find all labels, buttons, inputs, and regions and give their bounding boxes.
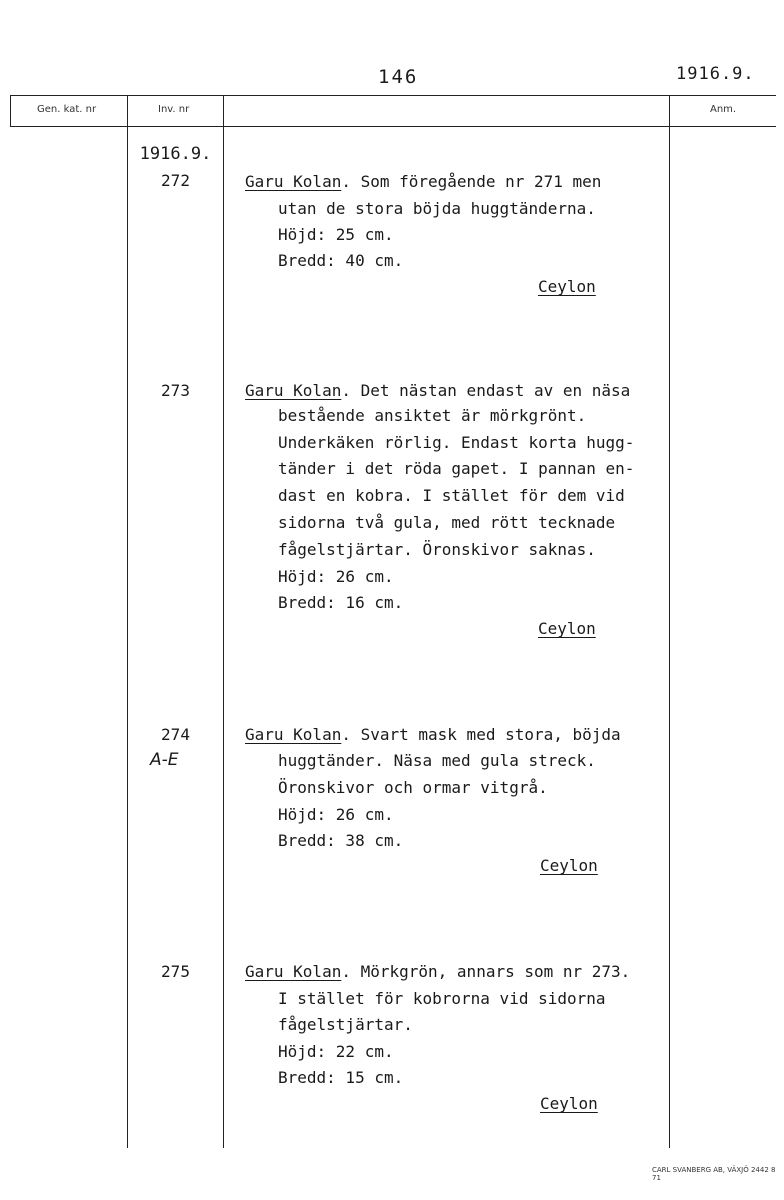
entry-title: [245, 172, 601, 191]
entry-title: [245, 381, 630, 400]
column-header-anm: Anm.: [710, 104, 737, 115]
height-line: Höjd: 26 cm.: [278, 805, 394, 824]
handwritten-date: 1916.9.: [139, 144, 212, 164]
inv-number: 273: [161, 381, 190, 400]
header-bottom-rule: [10, 126, 776, 127]
description-start: . Mörkgrön, annars som nr 273.: [341, 962, 631, 981]
width-line: Bredd: 38 cm.: [278, 831, 404, 850]
object-name: Garu Kolan: [245, 381, 342, 400]
description-start: . Svart mask med stora, böjda: [341, 725, 621, 744]
object-name: Garu Kolan: [245, 962, 342, 981]
description-start: . Som föregående nr 271 men: [341, 172, 602, 191]
width-line: Bredd: 16 cm.: [278, 593, 404, 612]
description-line: fågelstjärtar. Öronskivor saknas.: [278, 540, 596, 559]
column-divider-2: [223, 95, 224, 1148]
printer-mark: CARL SVANBERG AB, VÄXJÖ 2442 8 71: [652, 1166, 776, 1182]
description-line: fågelstjärtar.: [278, 1015, 413, 1034]
description-line: bestående ansiktet är mörkgrönt.: [278, 406, 587, 425]
description-line: tänder i det röda gapet. I pannan en-: [278, 459, 635, 478]
entry-title: [245, 962, 630, 981]
description-line: Öronskivor och ormar vitgrå.: [278, 778, 548, 797]
description-line: I stället för kobrorna vid sidorna: [278, 989, 606, 1008]
entry-title: [245, 725, 621, 744]
height-line: Höjd: 26 cm.: [278, 567, 394, 586]
description-line: sidorna två gula, med rött tecknade: [278, 513, 616, 532]
height-line: Höjd: 25 cm.: [278, 225, 394, 244]
column-header-gen-kat-nr: Gen. kat. nr: [37, 104, 97, 115]
origin: Ceylon: [538, 277, 596, 296]
height-line: Höjd: 22 cm.: [278, 1042, 394, 1061]
header-top-rule: [10, 95, 776, 96]
object-name: Garu Kolan: [245, 172, 342, 191]
left-border: [10, 95, 11, 127]
description-line: huggtänder. Näsa med gula streck.: [278, 751, 596, 770]
corner-date: 1916.9.: [676, 64, 755, 84]
inv-subrange: A-E: [150, 750, 179, 770]
origin: Ceylon: [540, 1094, 598, 1113]
description-start: . Det nästan endast av en näsa: [341, 381, 631, 400]
column-header-inv-nr: Inv. nr: [158, 104, 190, 115]
width-line: Bredd: 15 cm.: [278, 1068, 404, 1087]
origin: Ceylon: [540, 856, 598, 875]
inv-number: 272: [161, 171, 190, 190]
page-number: 146: [378, 66, 419, 88]
description-line: dast en kobra. I stället för dem vid: [278, 486, 625, 505]
inv-number: 274: [161, 725, 190, 744]
inv-number: 275: [161, 962, 190, 981]
origin: Ceylon: [538, 619, 596, 638]
column-divider-3: [669, 95, 670, 1148]
column-divider-1: [127, 95, 128, 1148]
object-name: Garu Kolan: [245, 725, 342, 744]
description-line: utan de stora böjda huggtänderna.: [278, 199, 596, 218]
width-line: Bredd: 40 cm.: [278, 251, 404, 270]
description-line: Underkäken rörlig. Endast korta hugg-: [278, 433, 635, 452]
